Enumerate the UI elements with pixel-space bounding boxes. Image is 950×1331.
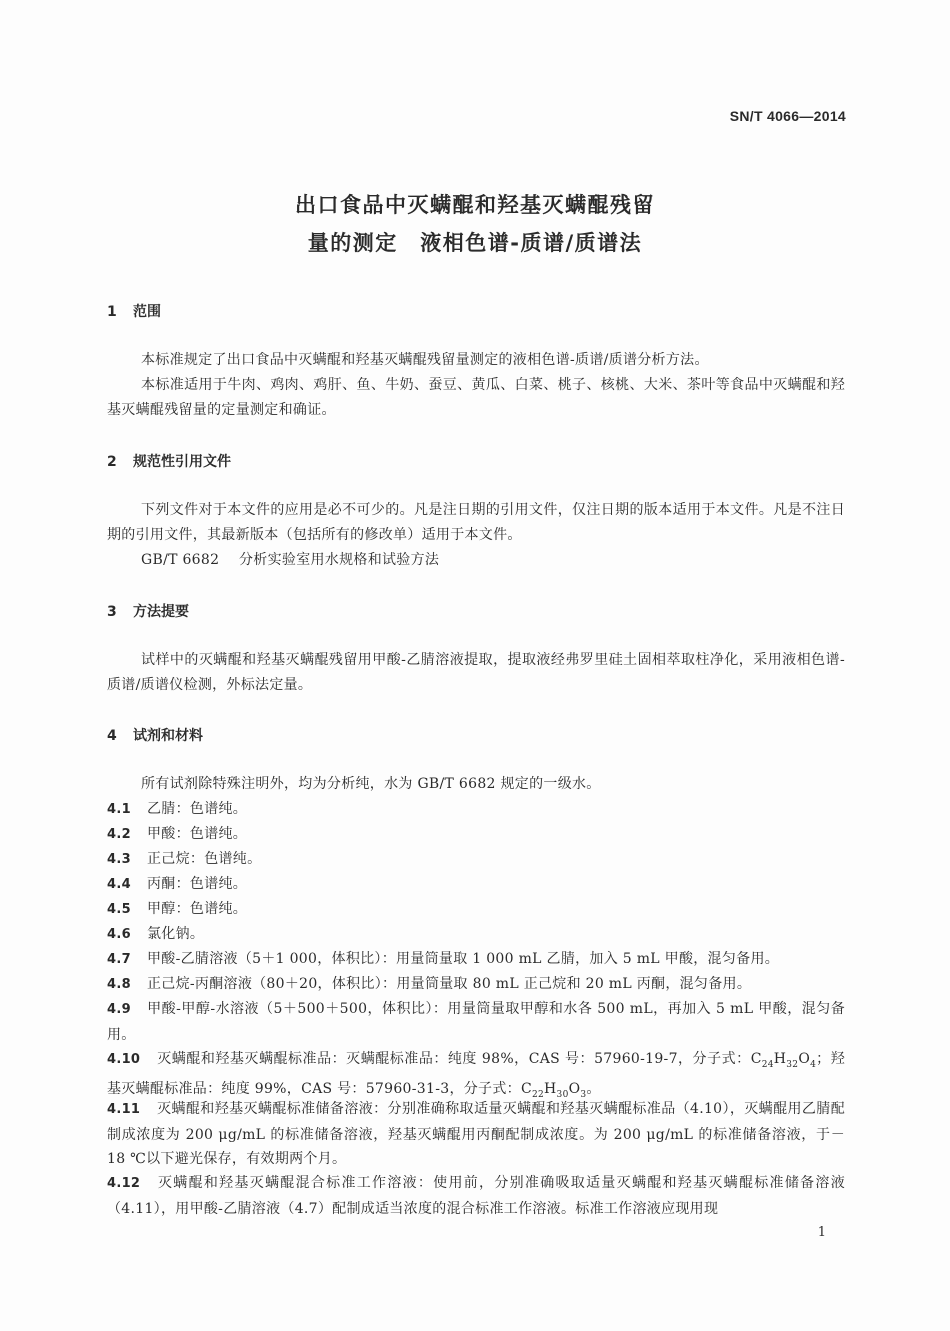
item-number: 4.1 bbox=[107, 802, 131, 817]
list-item bbox=[107, 872, 845, 898]
item-text: 正己烷-丙酮溶液（80＋20，体积比）：用量筒量取 80 mL 正己烷和 20 mL 丙酮，混匀备用。 bbox=[147, 976, 752, 992]
item-text: 灭螨醌和羟基灭螨醌标准储备溶液：分别准确称取适量灭螨醌和羟基灭螨醌标准品（4.10），灭螨醌用乙腈配制成浓度为 200 μg/mL 的标准储备溶液，羟基灭螨醌用丙酮配制成浓度。为 200 μg/mL 的标准储备溶液，于－18 ℃以下避光保存，有效期两个月。 bbox=[107, 1101, 845, 1167]
item-text: H bbox=[544, 1081, 557, 1098]
normative-reference bbox=[141, 548, 439, 573]
title-line-2: 量的测定 液相色谱-质谱/质谱法 bbox=[307, 231, 643, 255]
list-item bbox=[107, 847, 845, 873]
item-text: 正己烷：色谱纯。 bbox=[147, 851, 262, 867]
reference-title: 分析实验室用水规格和试验方法 bbox=[239, 552, 440, 568]
item-text: 灭螨醌和羟基灭螨醌标准品：灭螨醌标准品：纯度 98%，CAS 号：57960-19-7，分子式：C bbox=[157, 1051, 762, 1067]
item-number: 4.2 bbox=[107, 827, 131, 842]
item-text: H bbox=[773, 1051, 787, 1067]
list-item bbox=[107, 972, 845, 998]
item-number: 4.9 bbox=[107, 1002, 131, 1017]
subscript: 32 bbox=[786, 1059, 799, 1070]
section-1-heading bbox=[107, 301, 161, 321]
item-number: 4.5 bbox=[107, 902, 131, 917]
section-number: 2 bbox=[107, 454, 117, 470]
list-item bbox=[107, 922, 845, 948]
paragraph: 所有试剂除特殊注明外，均为分析纯，水为 GB/T 6682 规定的一级水。 bbox=[141, 776, 601, 792]
section-title: 试剂和材料 bbox=[133, 728, 203, 744]
item-text: 氯化钠。 bbox=[147, 926, 205, 942]
subscript: 30 bbox=[556, 1090, 569, 1101]
item-number: 4.3 bbox=[107, 852, 131, 867]
item-text: O bbox=[568, 1081, 581, 1098]
item-number: 4.12 bbox=[107, 1176, 141, 1191]
item-text: 甲酸：色谱纯。 bbox=[147, 826, 248, 842]
section-4-heading bbox=[107, 725, 203, 745]
item-text: O bbox=[798, 1051, 811, 1067]
section-2-heading bbox=[107, 451, 231, 471]
section-number: 1 bbox=[107, 304, 117, 320]
item-number: 4.7 bbox=[107, 952, 131, 967]
paragraph: 本标准适用于牛肉、鸡肉、鸡肝、鱼、牛奶、蚕豆、黄瓜、白菜、桃子、核桃、大米、茶叶等食品中灭螨醌和羟基灭螨醌残留量的定量测定和确证。 bbox=[107, 377, 845, 418]
item-text: 甲酸-乙腈溶液（5＋1 000，体积比）：用量筒量取 1 000 mL 乙腈，加入 5 mL 甲酸，混匀备用。 bbox=[147, 951, 780, 967]
list-item-4-11 bbox=[107, 1097, 845, 1172]
subscript: 4 bbox=[810, 1059, 817, 1070]
item-text: 丙酮：色谱纯。 bbox=[147, 876, 248, 892]
list-item-4-12 bbox=[107, 1171, 845, 1221]
paragraph: 本标准规定了出口食品中灭螨醌和羟基灭螨醌残留量测定的液相色谱-质谱/质谱分析方法。 bbox=[141, 352, 709, 368]
item-text: ；羟基灭螨醌标准品：纯度 99%，CAS 号：57960-31-3，分子式：C bbox=[107, 1051, 845, 1098]
item-text: 甲醇：色谱纯。 bbox=[147, 901, 248, 917]
item-text: 甲酸-甲醇-水溶液（5＋500＋500，体积比）：用量筒量取甲醇和水各 500 mL，再加入 5 mL 甲酸，混匀备用。 bbox=[107, 1001, 845, 1043]
paragraph: 下列文件对于本文件的应用是必不可少的。凡是注日期的引用文件，仅注日期的版本适用于本文件。凡是不注日期的引用文件，其最新版本（包括所有的修改单）适用于本文件。 bbox=[107, 502, 845, 543]
section-3-heading bbox=[107, 601, 189, 621]
list-item bbox=[107, 822, 845, 848]
reference-code: GB/T 6682 bbox=[141, 552, 220, 568]
list-item bbox=[107, 997, 845, 1047]
item-number: 4.8 bbox=[107, 977, 131, 992]
subscript: 22 bbox=[531, 1090, 545, 1101]
item-text: 乙腈：色谱纯。 bbox=[147, 801, 248, 817]
list-item bbox=[107, 897, 845, 923]
list-item bbox=[107, 797, 845, 823]
standard-number: SN/T 4066—2014 bbox=[729, 108, 846, 124]
page-number: 1 bbox=[817, 1225, 826, 1240]
item-text: 。 bbox=[586, 1081, 601, 1098]
subscript: 24 bbox=[761, 1059, 774, 1070]
section-title: 规范性引用文件 bbox=[133, 454, 231, 470]
item-text: 灭螨醌和羟基灭螨醌混合标准工作溶液：使用前，分别准确吸取适量灭螨醌和羟基灭螨醌标准储备溶液（4.11），用甲酸-乙腈溶液（4.7）配制成适当浓度的混合标准工作溶液。标准工作溶液应现用现 bbox=[107, 1175, 845, 1217]
subscript: 3 bbox=[580, 1090, 587, 1101]
section-number: 4 bbox=[107, 728, 117, 744]
item-number: 4.6 bbox=[107, 927, 131, 942]
section-title: 方法提要 bbox=[133, 604, 189, 620]
item-number: 4.11 bbox=[107, 1102, 141, 1117]
item-number: 4.10 bbox=[107, 1052, 141, 1067]
list-item bbox=[107, 947, 845, 973]
document-title bbox=[0, 186, 950, 262]
paragraph: 试样中的灭螨醌和羟基灭螨醌残留用甲酸-乙腈溶液提取，提取液经弗罗里硅土固相萃取柱净化，采用液相色谱-质谱/质谱仪检测，外标法定量。 bbox=[107, 652, 845, 693]
section-number: 3 bbox=[107, 604, 117, 620]
item-number: 4.4 bbox=[107, 877, 131, 892]
section-title: 范围 bbox=[133, 304, 161, 320]
title-line-1: 出口食品中灭螨醌和羟基灭螨醌残留 bbox=[295, 193, 655, 217]
